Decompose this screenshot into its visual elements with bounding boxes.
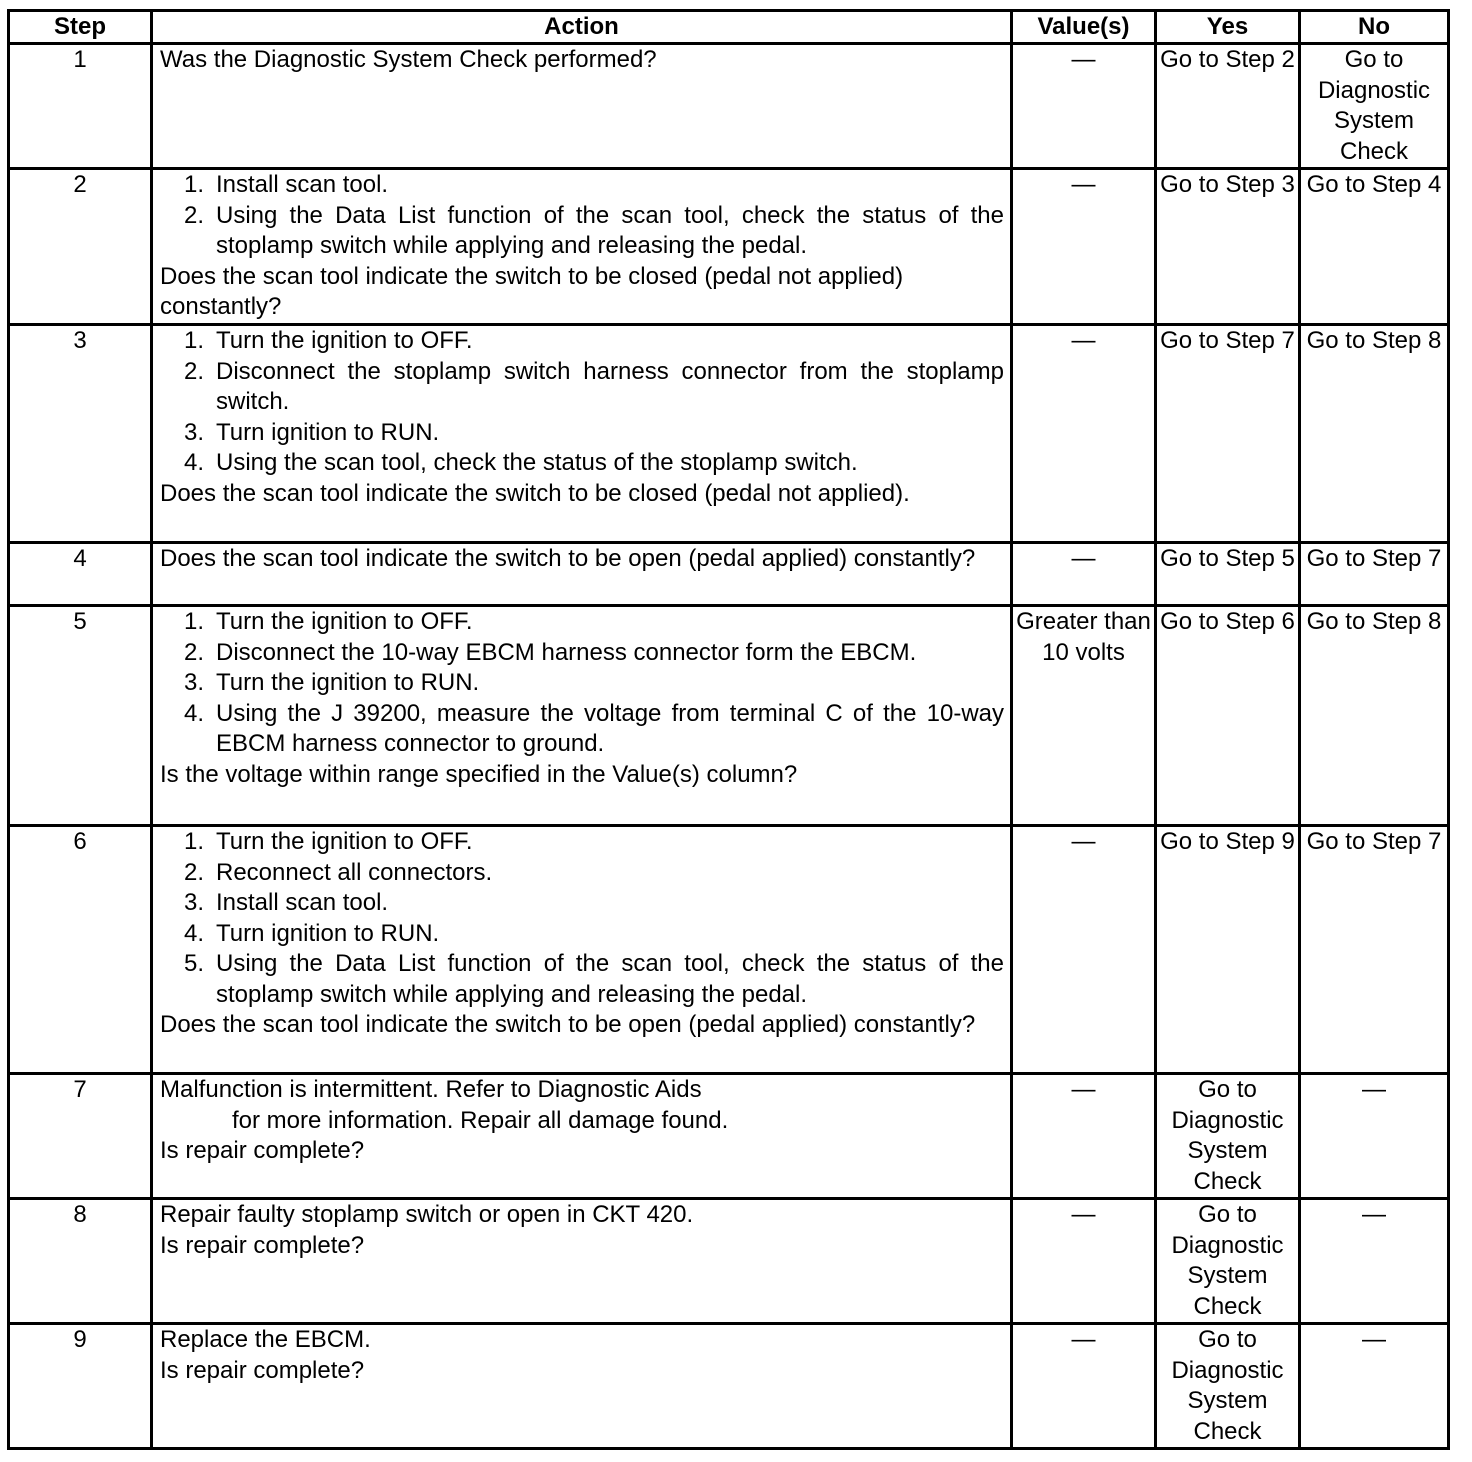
substep-item: 4. Turn ignition to RUN.: [184, 919, 440, 947]
substep-item: 1. Install scan tool.: [184, 171, 389, 198]
substep-item: 2. Disconnect the 10-way EBCM harness connector form the EBCM.: [184, 638, 917, 666]
header-values: Value(s): [1012, 11, 1156, 44]
substep-item: 3. Turn the ignition to RUN.: [184, 669, 480, 696]
no-cell: —: [1300, 1074, 1449, 1199]
yes-cell: Go to Step 9: [1156, 826, 1300, 1074]
substep-item: 2. Disconnect the stoplamp switch harness connector from the stoplamp switch.: [184, 357, 1004, 415]
table-row: [9, 1324, 1449, 1449]
action-question: Does the scan tool indicate the switch to be open (pedal applied) constantly?: [160, 1011, 976, 1038]
action-question: Is repair complete?: [160, 1356, 365, 1384]
substep-item: 4. Using the scan tool, check the status of the stoplamp switch.: [184, 449, 858, 476]
action-cell: [152, 325, 1012, 543]
step-number: 8: [9, 1199, 152, 1324]
table-row: [9, 1074, 1449, 1199]
substep-item: 1. Turn the ignition to OFF.: [184, 828, 473, 855]
header-yes: Yes: [1156, 11, 1300, 44]
step-number: 2: [9, 169, 152, 325]
header-row: [9, 11, 1449, 44]
value-cell: —: [1012, 44, 1156, 169]
yes-cell: Go to Step 7: [1156, 325, 1300, 543]
yes-cell: Go to Diagnostic System Check: [1156, 1199, 1300, 1324]
action-cell: [152, 44, 1012, 169]
value-cell: Greater than 10 volts: [1012, 606, 1156, 826]
table-row: [9, 44, 1449, 169]
no-cell: Go to Step 7: [1300, 543, 1449, 606]
value-cell: —: [1012, 1324, 1156, 1449]
substep-item: 4. Using the J 39200, measure the voltage from terminal C of the 10-way EBCM harness connector to ground.: [184, 699, 1004, 757]
yes-cell: Go to Diagnostic System Check: [1156, 1324, 1300, 1449]
substep-item: 1. Turn the ignition to OFF.: [184, 608, 473, 635]
step-number: 1: [9, 44, 152, 169]
step-number: 9: [9, 1324, 152, 1449]
action-question: Does the scan tool indicate the switch to be closed (pedal not applied).: [160, 479, 910, 507]
table-row: [9, 169, 1449, 325]
substep-item: 5. Using the Data List function of the scan tool, check the status of the stoplamp switch while applying and releasing the pedal.: [184, 950, 1004, 1008]
value-cell: —: [1012, 1199, 1156, 1324]
action-line: Repair faulty stoplamp switch or open in CKT 420.: [160, 1201, 694, 1228]
value-cell: —: [1012, 169, 1156, 325]
action-cell: [152, 826, 1012, 1074]
substep-list: [160, 827, 1004, 1010]
step-number: 7: [9, 1074, 152, 1199]
substep-list: [160, 170, 1004, 262]
action-question: Is repair complete?: [160, 1231, 365, 1259]
action-cell: [152, 1199, 1012, 1324]
no-cell: Go to Step 8: [1300, 325, 1449, 543]
header-action: Action: [152, 11, 1012, 44]
yes-cell: Go to Step 5: [1156, 543, 1300, 606]
value-cell: —: [1012, 826, 1156, 1074]
step-number: 5: [9, 606, 152, 826]
value-cell: —: [1012, 543, 1156, 606]
header-step: Step: [9, 11, 152, 44]
step-number: 3: [9, 325, 152, 543]
yes-cell: Go to Step 6: [1156, 606, 1300, 826]
action-question: Is repair complete?: [160, 1137, 365, 1164]
value-cell: —: [1012, 325, 1156, 543]
substep-item: 2. Using the Data List function of the scan tool, check the status of the stoplamp switch while applying and releasing the pedal.: [184, 201, 1004, 259]
substep-item: 1. Turn the ignition to OFF.: [184, 327, 473, 354]
substep-item: 3. Install scan tool.: [184, 889, 389, 916]
table-row: [9, 1199, 1449, 1324]
yes-cell: Go to Step 3: [1156, 169, 1300, 325]
no-cell: Go to Step 4: [1300, 169, 1449, 325]
no-cell: —: [1300, 1324, 1449, 1449]
substep-list: [160, 607, 1004, 760]
no-cell: —: [1300, 1199, 1449, 1324]
no-cell: Go to Diagnostic System Check: [1300, 44, 1449, 169]
action-question: Does the scan tool indicate the switch to be closed (pedal not applied) constantly?: [160, 262, 904, 320]
substep-list: [160, 326, 1004, 479]
action-line: Malfunction is intermittent. Refer to Diagnostic Aids: [160, 1076, 702, 1103]
no-cell: Go to Step 7: [1300, 826, 1449, 1074]
substep-item: 3. Turn ignition to RUN.: [184, 418, 440, 446]
action-question: Was the Diagnostic System Check performed?: [160, 46, 657, 73]
diagnostic-table: [7, 9, 1450, 1450]
substep-item: 2. Reconnect all connectors.: [184, 858, 493, 886]
step-number: 6: [9, 826, 152, 1074]
table-row: [9, 543, 1449, 606]
action-line: Replace the EBCM.: [160, 1326, 371, 1353]
action-cell: [152, 1074, 1012, 1199]
step-number: 4: [9, 543, 152, 606]
action-line: for more information. Repair all damage found.: [232, 1106, 729, 1134]
action-cell: [152, 606, 1012, 826]
value-cell: —: [1012, 1074, 1156, 1199]
action-cell: [152, 169, 1012, 325]
yes-cell: Go to Step 2: [1156, 44, 1300, 169]
header-no: No: [1300, 11, 1449, 44]
no-cell: Go to Step 8: [1300, 606, 1449, 826]
action-question: Is the voltage within range specified in the Value(s) column?: [160, 760, 798, 788]
action-question: Does the scan tool indicate the switch to be open (pedal applied) constantly?: [160, 545, 976, 572]
table-row: [9, 606, 1449, 826]
action-cell: [152, 1324, 1012, 1449]
table-row: [9, 826, 1449, 1074]
table-row: [9, 325, 1449, 543]
action-cell: [152, 543, 1012, 606]
yes-cell: Go to Diagnostic System Check: [1156, 1074, 1300, 1199]
